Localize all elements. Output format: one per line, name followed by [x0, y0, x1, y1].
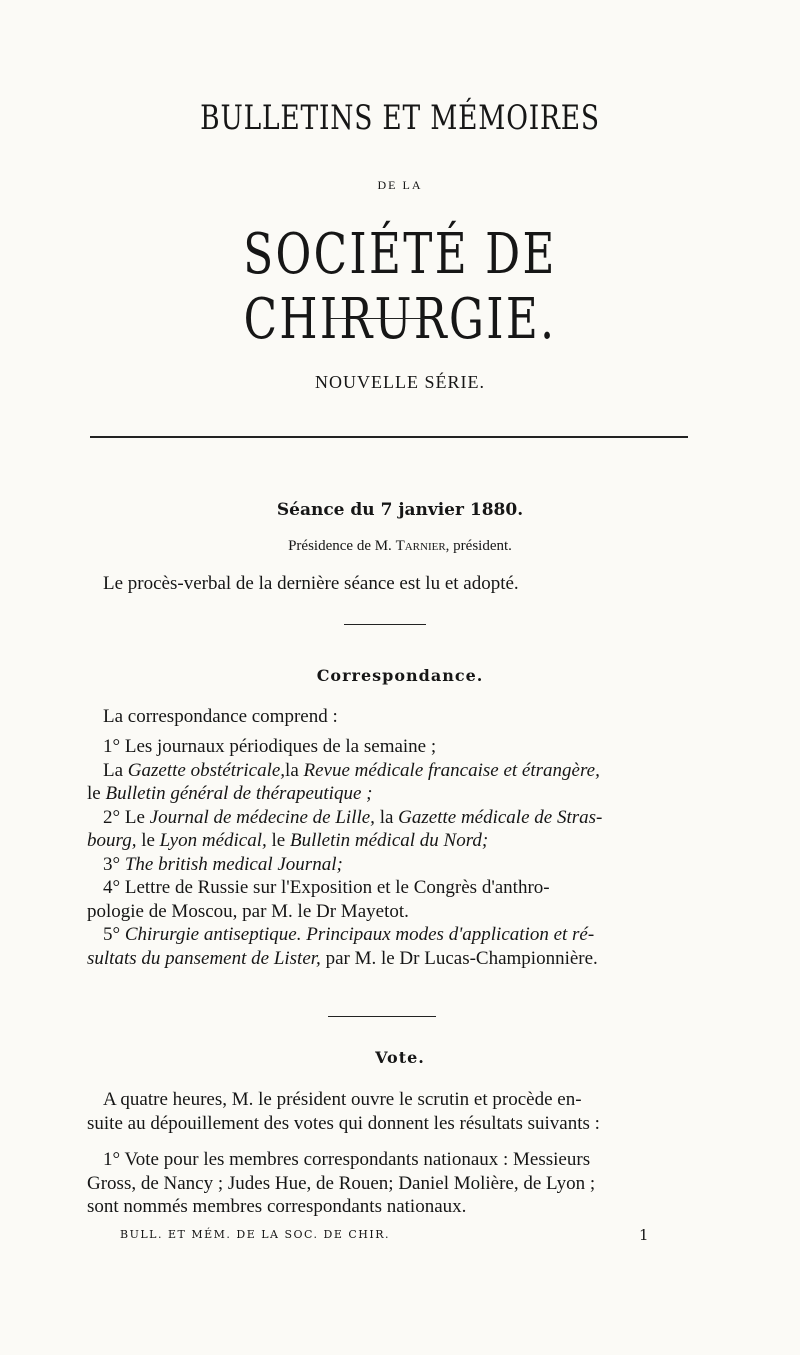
- journal-title-connector: DE LA: [377, 178, 423, 192]
- corr-line-7: 4° Lettre de Russie sur l'Exposition et le Congrès d'anthro-: [103, 877, 550, 898]
- correspondance-intro-block: [103, 705, 688, 729]
- minutes-text: Le procès-verbal de la dernière séance est lu et adopté.: [103, 573, 519, 594]
- vote-line-4: Gross, de Nancy ; Judes Hue, de Rouen; Daniel Molière, de Lyon ;: [87, 1172, 596, 1194]
- corr-line-8: pologie de Moscou, par M. le Dr Mayetot.: [87, 900, 409, 922]
- corr-line-3: le Bulletin général de thérapeutique ;: [87, 783, 373, 804]
- corr-line-4: 2° Le Journal de médecine de Lille, la Gazette médicale de Stras-: [103, 806, 603, 828]
- title-divider: [330, 318, 436, 319]
- vote-line-3: 1° Vote pour les membres correspondants nationaux : Messieurs: [103, 1149, 591, 1170]
- vote-heading: Vote.: [375, 1048, 425, 1067]
- journal-title-line2: SOCIÉTÉ DE CHIRURGIE.: [243, 222, 557, 352]
- presidence-prefix: Présidence de M.: [288, 538, 396, 554]
- session-heading: Séance du 7 janvier 1880.: [276, 500, 524, 520]
- corr-line-10: sultats du pansement de Lister, par M. le Dr Lucas-Championnière.: [87, 947, 598, 969]
- correspondance-intro: La correspondance comprend :: [103, 706, 338, 727]
- vote-results: [87, 1148, 688, 1219]
- correspondance-list: [87, 735, 688, 970]
- vote-line-1: A quatre heures, M. le président ouvre le scrutin et procède en-: [103, 1089, 582, 1110]
- section-divider-2: [328, 1016, 436, 1017]
- header-divider: [90, 436, 688, 438]
- corr-line-2: La Gazette obstétricale,la Revue médicale francaise et étrangère,: [103, 759, 600, 781]
- running-title: BULL. ET MÉM. DE LA SOC. DE CHIR.: [120, 1228, 391, 1241]
- series-label: NOUVELLE SÉRIE.: [315, 372, 485, 392]
- minutes-paragraph: [103, 572, 688, 596]
- correspondance-heading: Correspondance.: [316, 666, 484, 685]
- corr-line-5: bourg, le Lyon médical, le Bulletin médical du Nord;: [87, 830, 489, 851]
- president-name: Tarnier: [395, 538, 446, 554]
- page-number: 1: [638, 1226, 650, 1244]
- corr-line-1: 1° Les journaux périodiques de la semaine ;: [103, 736, 437, 757]
- corr-line-9: 5° Chirurgie antiseptique. Principaux modes d'application et ré-: [103, 924, 595, 945]
- journal-title-line1: BULLETINS ET MÉMOIRES: [200, 98, 600, 138]
- page-footer: [120, 1226, 660, 1244]
- corr-line-6: 3° The british medical Journal;: [103, 853, 343, 875]
- vote-line-2: suite au dépouillement des votes qui donnent les résultats suivants :: [87, 1112, 600, 1134]
- presidence-suffix: , président.: [445, 538, 512, 554]
- presidence-line: [0, 538, 800, 555]
- vote-paragraph: [87, 1088, 688, 1135]
- vote-line-5: sont nommés membres correspondants nationaux.: [87, 1196, 467, 1217]
- section-divider-1: [344, 624, 426, 625]
